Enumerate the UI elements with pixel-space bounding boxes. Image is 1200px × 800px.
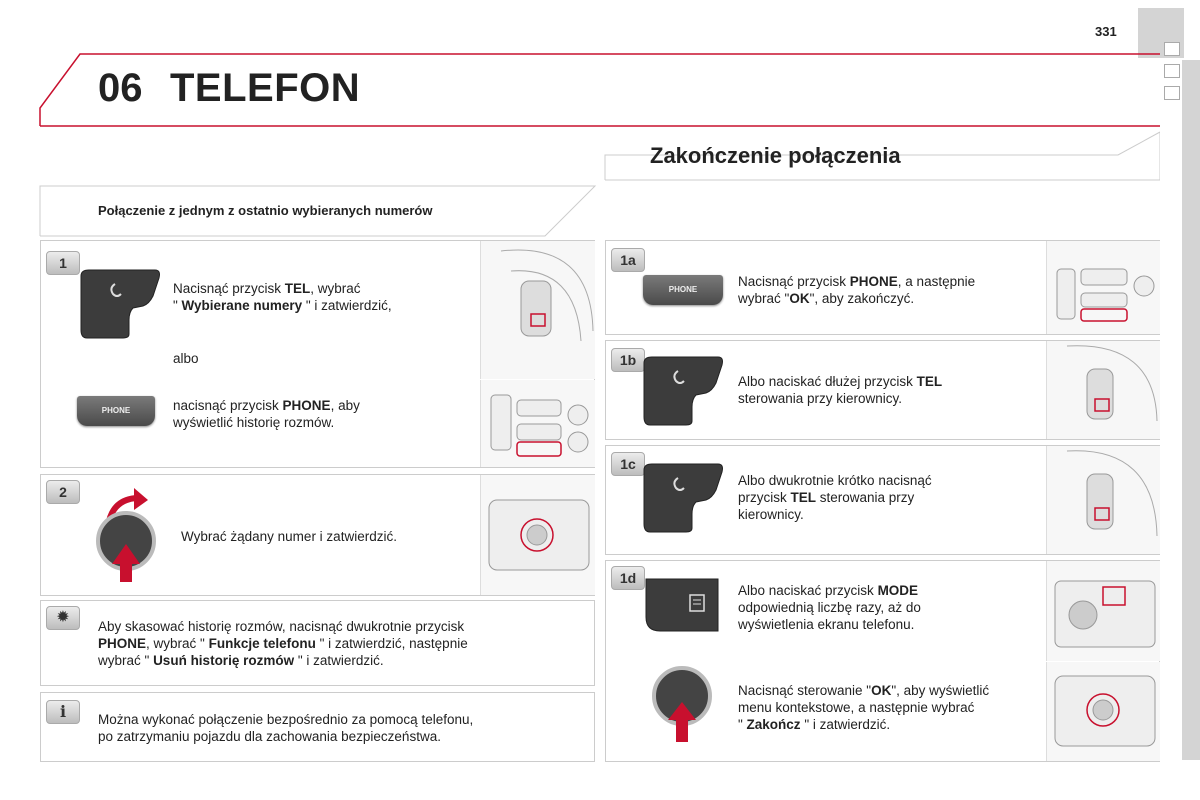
step-1d-knob-line-3: " Zakończ " i zatwierdzić. [738, 717, 891, 732]
step-1a-line-1: Nacisnąć przycisk PHONE, a następnie [738, 274, 976, 289]
step-badge: 1a [611, 248, 645, 272]
step-1b-line-1: Albo naciskać dłużej przycisk TEL [738, 374, 943, 389]
step-1-line-3: nacisnąć przycisk PHONE, aby [173, 398, 360, 413]
step-badge: 1c [611, 452, 645, 476]
section-title: Zakończenie połączenia [650, 143, 901, 168]
tel-button-icon [75, 268, 163, 340]
step-1-line-1: Nacisnąć przycisk TEL, wybrać [173, 281, 361, 296]
knob-console-illustration [1046, 662, 1160, 761]
step-1-line-2: " Wybierane numery " i zatwierdzić, [173, 298, 392, 313]
rotate-knob-icon [94, 486, 164, 586]
tip-line-2: PHONE, wybrać " Funkcje telefonu " i zatwierdzić, następnie [98, 636, 468, 651]
step-1c-line-1: Albo dwukrotnie krótko nacisnąć [738, 473, 932, 488]
subsection-title: Połączenie z jednym z ostatnio wybieranych numerów [98, 203, 433, 218]
sun-tip-icon: ✹ [46, 606, 80, 630]
step-badge: 1d [611, 566, 645, 590]
step-badge: 2 [46, 480, 80, 504]
step-1a-line-2: wybrać "OK", aby zakończyć. [738, 291, 915, 306]
info-line-1: Można wykonać połączenie bezpośrednio za pomocą telefonu, [98, 712, 474, 727]
console-illustration [1046, 241, 1160, 334]
step-1d-line-1: Albo naciskać przycisk MODE [738, 583, 919, 598]
mode-button-icon [642, 575, 722, 635]
chapter-title: TELEFON [170, 66, 361, 110]
tab-square [1164, 86, 1180, 100]
step-1-line-4: wyświetlić historię rozmów. [173, 415, 335, 430]
side-margin-bar [1182, 60, 1200, 760]
tab-square [1164, 64, 1180, 78]
console-illustration [480, 380, 595, 467]
phone-button-icon: PHONE [643, 275, 723, 305]
chapter-number: 06 [98, 66, 143, 110]
info-icon: i [46, 700, 80, 724]
step-1d-line-3: wyświetlenia ekranu telefonu. [738, 617, 915, 632]
phone-button-icon: PHONE [77, 396, 155, 426]
step-1b-line-2: sterowania przy kierownicy. [738, 391, 903, 406]
tip-line-1: Aby skasować historię rozmów, nacisnąć dwukrotnie przycisk [98, 619, 465, 634]
step-1c-line-2: przycisk TEL sterowania przy [738, 490, 915, 505]
step-1c-line-3: kierownicy. [738, 507, 804, 522]
knob-console-illustration [480, 475, 595, 595]
steering-wheel-illustration [1046, 446, 1160, 554]
step-2-text: Wybrać żądany numer i zatwierdzić. [181, 529, 397, 544]
steering-wheel-illustration [1046, 341, 1160, 439]
tip-line-3: wybrać " Usuń historię rozmów " i zatwierdzić. [98, 653, 384, 668]
tab-square [1164, 42, 1180, 56]
step-1d-knob-line-2: menu kontekstowe, a następnie wybrać [738, 700, 975, 715]
ok-knob-icon [648, 660, 718, 746]
step-1d-line-2: odpowiednią liczbę razy, aż do [738, 600, 921, 615]
tel-button-icon [638, 462, 726, 534]
step-1d-knob-line-1: Nacisnąć sterowanie "OK", aby wyświetlić [738, 683, 990, 698]
tel-button-icon [638, 355, 726, 427]
info-line-2: po zatrzymaniu pojazdu dla zachowania bezpieczeństwa. [98, 729, 441, 744]
step-badge: 1b [611, 348, 645, 372]
step-1-or: albo [173, 351, 199, 366]
step-badge: 1 [46, 251, 80, 275]
page-number: 331 [1095, 24, 1117, 39]
steering-wheel-illustration [480, 241, 595, 379]
mode-console-illustration [1046, 561, 1160, 661]
